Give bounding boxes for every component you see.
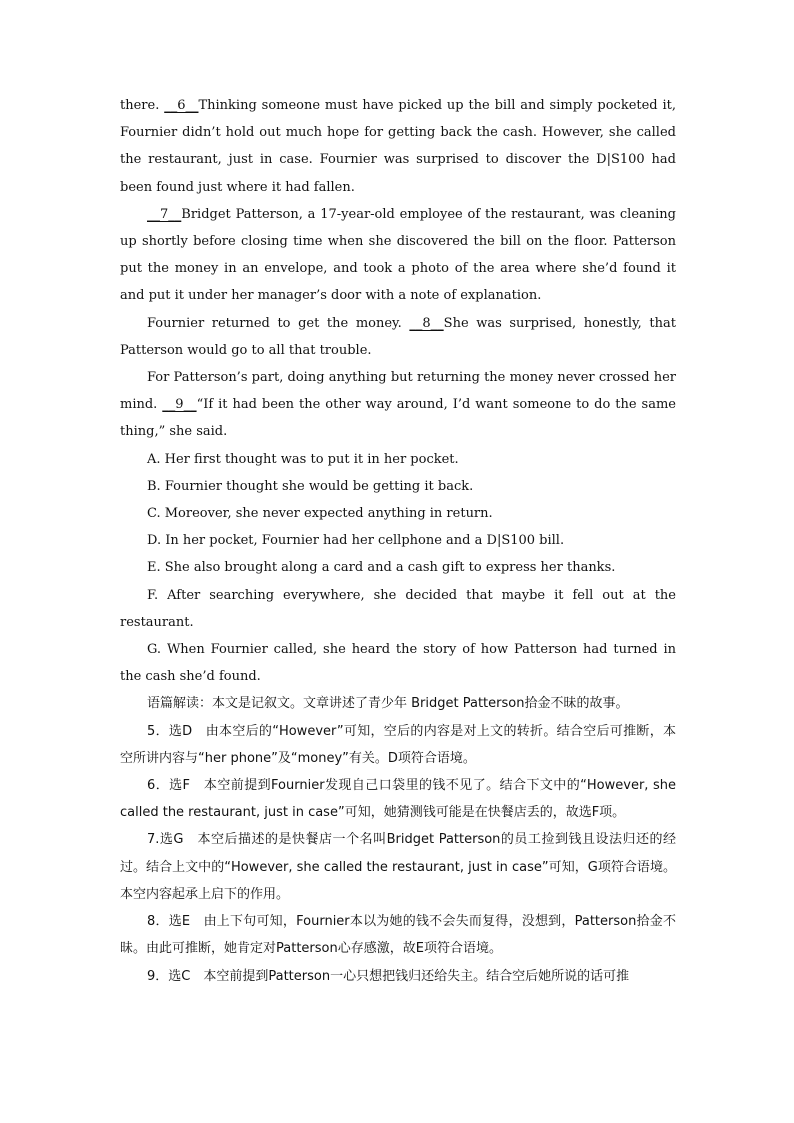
passage-text: there.: [120, 98, 165, 113]
passage-paragraph: [120, 310, 676, 364]
option-a: A. Her first thought was to put it in her pocket.: [147, 451, 459, 467]
option-f: F. After searching everywhere, she decided that maybe it fell out at the restaurant.: [120, 587, 676, 630]
analysis-item-8: 8．选E 由上下句可知，Fournier本以为她的钱不会失而复得，没想到，Patterson拾金不昧。由此可推断，她肯定对Patterson心存感激，故E项符合语境。: [120, 914, 676, 957]
option-e: E. She also brought along a card and a cash gift to express her thanks.: [147, 560, 616, 576]
option-c: C. Moreover, she never expected anything in return.: [147, 506, 493, 522]
analysis-intro: 语篇解读：本文是记叙文。文章讲述了青少年 Bridget Patterson拾金不昧的故事。: [147, 696, 629, 712]
passage-paragraph: [120, 201, 676, 310]
blank-7: __7__: [147, 206, 182, 222]
blank-9: __9__: [162, 397, 197, 413]
passage-text: She was surprised, honestly, that Patterson would go to all that trouble.: [120, 315, 676, 358]
option-d: D. In her pocket, Fournier had her cellphone and a D|S100 bill.: [147, 533, 565, 549]
passage-text: Thinking someone must have picked up the bill and simply pocketed it, Fournier didn’t hold out much hope for getting back the cash. However, she called the restaurant, just in case. Fournier was surprised to discover the D|S100 had been found just where it had fallen.: [120, 98, 676, 195]
passage-text: “If it had been the other way around, I’d want someone to do the same thing,” she said.: [120, 397, 676, 440]
analysis-item-6: 6．选F 本空前提到Fournier发现自己口袋里的钱不见了。结合下文中的“However, she called the restaurant, just in case”可知，她猜测钱可能是在快餐店丢的，故选F项。: [120, 778, 676, 821]
blank-8: __8__: [409, 315, 444, 331]
passage-text: Fournier returned to get the money.: [147, 315, 410, 331]
passage-paragraph: [120, 364, 676, 446]
blank-6: __6__: [164, 98, 199, 113]
passage-text: Bridget Patterson, a 17-year-old employee of the restaurant, was cleaning up shortly before closing time when she discovered the bill on the floor. Patterson put the money in an envelope, and took a photo of the area where she’d found it and put it under her manager’s door with a note of explanation.: [120, 206, 676, 304]
document-page: [120, 92, 676, 990]
analysis-item-7: 7.选G 本空后描述的是快餐店一个名叫Bridget Patterson的员工捡到钱且设法归还的经过。结合上文中的“However, she called the restaurant, just in case”可知，G项符合语境。本空内容起承上启下的作用。: [120, 832, 676, 902]
passage-paragraph: [120, 92, 676, 201]
analysis-item-5: 5．选D 由本空后的“However”可知，空后的内容是对上文的转折。结合空后可推断，本空所讲内容与“her phone”及“money”有关。D项符合语境。: [120, 723, 676, 766]
option-g: G. When Fournier called, she heard the story of how Patterson had turned in the cash she’d found.: [120, 642, 676, 685]
passage-text: For Patterson’s part, doing anything but returning the money never crossed her mind.: [120, 370, 676, 413]
analysis-item-9: 9．选C 本空前提到Patterson一心只想把钱归还给失主。结合空后她所说的话可推: [147, 968, 630, 984]
option-b: B. Fournier thought she would be getting it back.: [147, 478, 474, 494]
